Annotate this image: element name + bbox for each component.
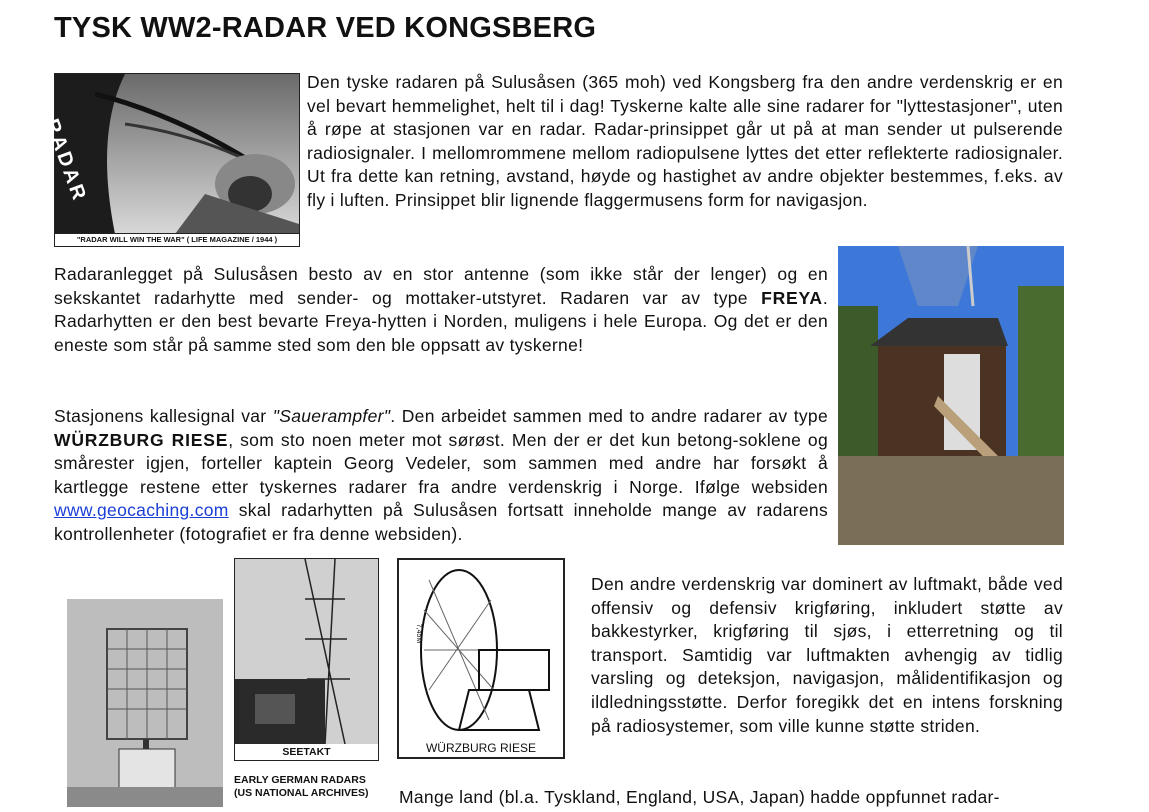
- seetakt-image: [234, 558, 379, 761]
- freya-bold: FREYA: [761, 287, 823, 308]
- early-radars-caption-2: (US NATIONAL ARCHIVES): [234, 787, 369, 799]
- wurzburg-paragraph: Stasjonens kallesignal var "Sauerampfer". Den arbeidet sammen med to andre radarer av type WÜRZBURG RIESE, som sto noen meter mot sørøst. Men der er det kun betong-soklene og smårester igjen, forteller kaptein Georg Vedeler, som sammen med andre har forsøkt å kartlegge restene etter tyskernes radarer fra andre verdenskrig i Norge. Ifølge websiden www.geocaching.com skal radarhytten på Sulusåsen fortsatt inneholde mange av radarens kontrollenheter (fotografiet er fra denne websiden).: [54, 406, 828, 544]
- freya-hut-photo: [838, 246, 1064, 545]
- wurzburg-drawing: [397, 558, 565, 759]
- page-title: TYSK WW2-RADAR VED KONGSBERG: [54, 12, 597, 44]
- radar-cartoon-image: [40, 73, 300, 247]
- drawing-dimension-label: 7,45M: [415, 623, 423, 644]
- geocaching-link[interactable]: www.geocaching.com: [54, 500, 229, 521]
- early-radars-caption-1: EARLY GERMAN RADARS: [234, 774, 366, 786]
- wurzburg-caption: WÜRZBURG RIESE: [425, 741, 536, 755]
- wurzburg-bold: WÜRZBURG RIESE: [54, 429, 229, 450]
- airpower-paragraph: Den andre verdenskrig var dominert av luftmakt, både ved offensiv og defensiv krigføring, inkludert støtte av bakkestyrker, krigføring til sjøs, i etterretning og til transport. Samtidig var luftmakten avhengig av tidlig varsling og deteksjon, navigasjon, målidentifikasjon og ildledningsstøtte. Derfor foregikk det en intens forskning på radiosystemer, som ville kunne støtte striden.: [591, 574, 1063, 736]
- cartoon-lettering: RADAR: [40, 116, 91, 206]
- seetakt-caption: SEETAKT: [282, 746, 331, 758]
- radar-countries-paragraph: Mange land (bl.a. Tyskland, England, USA, Japan) hadde oppfunnet radar-: [399, 787, 1000, 807]
- cartoon-caption: "RADAR WILL WIN THE WAR" ( LIFE MAGAZINE / 1944 ): [55, 233, 299, 246]
- freya-paragraph: Radaranlegget på Sulusåsen besto av en stor antenne (som ikke står der lenger) og en sekskantet radarhytte med sender- og mottaker-utstyret. Radaren var av type FREYA. Radarhytten er den best bevarte Freya-hytten i Norden, muligens i hele Europa. Og det er den eneste som står på samme sted som den ble oppsatt av tyskerne!: [54, 264, 828, 355]
- intro-paragraph: Den tyske radaren på Sulusåsen (365 moh) ved Kongsberg fra den andre verdenskrig er en vel bevart hemmelighet, helt til i dag! Tyskerne kalte alle sine radarer for "lyttestasjoner", uten å røpe at stasjonen var en radar. Radar-prinsippet går ut på at man sender ut pulserende radiosignaler. I mellomrommene mellom radiopulsene lyttes det etter reflekterte radiosignaler. Ut fra dette kan retning, avstand, høyde og hastighet av andre objekter bestemmes, f.eks. av fly i luften. Prinsippet blir lignende flaggermusens form for navigasjon.: [307, 72, 1063, 210]
- early-radar-photo: [67, 599, 223, 807]
